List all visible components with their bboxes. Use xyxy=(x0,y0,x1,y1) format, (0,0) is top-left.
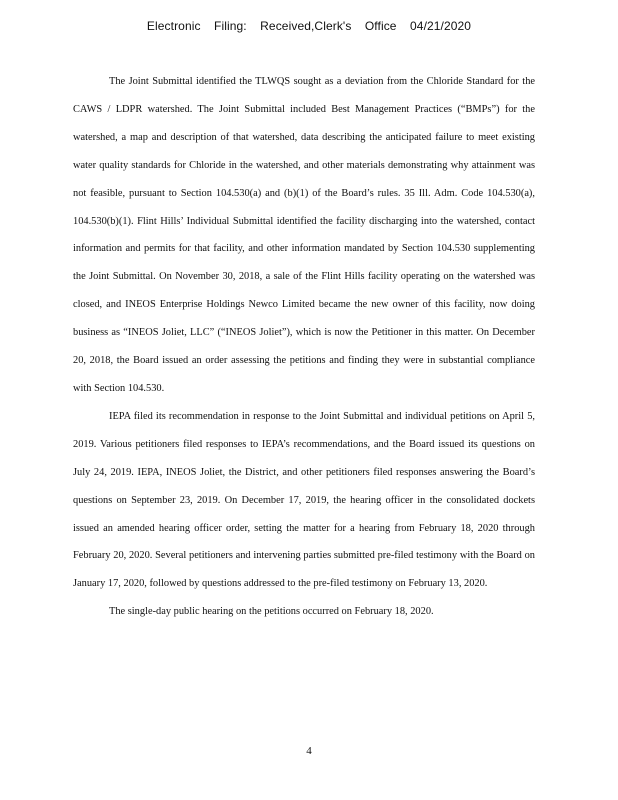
paragraph-joint-submittal: The Joint Submittal identified the TLWQS sought as a deviation from the Chloride Standard for the CAWS / LDPR watershed. The Joint Submittal included Best Management Practices (“BMPs”) for the watershed, a map and description of that watershed, data describing the anticipated failure to meet existing water quality standards for Chloride in the watershed, and other materials demonstrating why attainment was not feasible, pursuant to Section 104.530(a) and (b)(1) of the Board’s rules. 35 Ill. Adm. Code 104.530(a), 104.530(b)(1). Flint Hills’ Individual Submittal identified the facility discharging into the watershed, contact information and permits for that facility, and other information mandated by Section 104.530 supplementing the Joint Submittal. On November 30, 2018, a sale of the Flint Hills facility operating on the watershed was closed, and INEOS Enterprise Holdings Newco Limited became the new owner of this facility, now doing business as “INEOS Joliet, LLC” (“INEOS Joliet”), which is now the Petitioner in this matter. On December 20, 2018, the Board issued an order assessing the petitions and finding they were in substantial compliance with Section 104.530. xyxy=(73,76,535,394)
paragraph-iepa-recommendation: IEPA filed its recommendation in response to the Joint Submittal and individual petitions on April 5, 2019. Various petitioners filed responses to IEPA’s recommendations, and the Board issued its questions on July 24, 2019. IEPA, INEOS Joliet, the District, and other petitioners filed responses answering the Board’s questions on September 23, 2019. On December 17, 2019, the hearing officer in the consolidated dockets issued an amended hearing officer order, setting the matter for a hearing from February 18, 2020 through February 20, 2020. Several petitioners and intervening parties submitted pre-filed testimony with the Board on January 17, 2020, followed by questions addressed to the pre-filed testimony on February 13, 2020. xyxy=(73,410,535,590)
page-number: 4 xyxy=(306,745,312,757)
electronic-filing-stamp: Electronic Filing: Received,Clerk's Office 04/21/2020 xyxy=(146,19,472,33)
paragraph-public-hearing: The single-day public hearing on the petitions occurred on February 18, 2020. xyxy=(109,606,434,618)
document-body xyxy=(73,68,535,626)
